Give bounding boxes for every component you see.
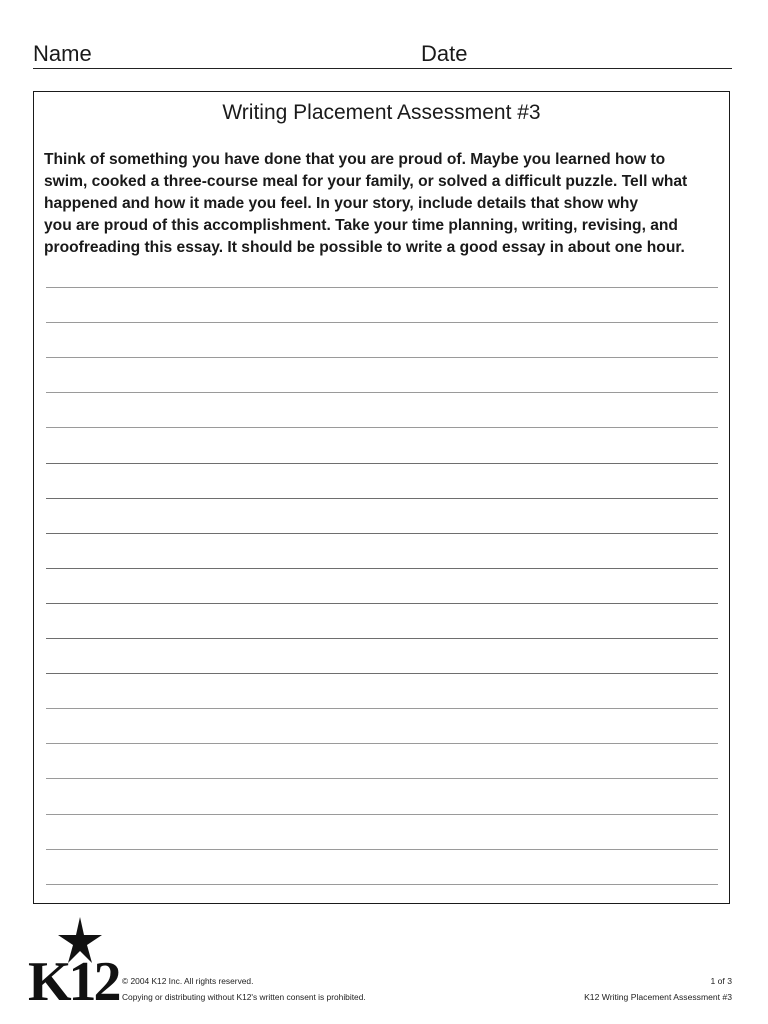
writing-line[interactable]	[46, 392, 718, 393]
prompt-line: Think of something you have done that you are proud of. Maybe you learned how to	[44, 151, 666, 168]
date-label: Date	[421, 41, 468, 66]
document-id: K12 Writing Placement Assessment #3	[584, 992, 732, 1002]
page-title: Writing Placement Assessment #3	[222, 101, 541, 124]
copyright-notice: © 2004 K12 Inc. All rights reserved.	[122, 976, 254, 986]
k12-logo	[28, 915, 120, 1015]
name-label: Name	[33, 41, 92, 66]
writing-line[interactable]	[46, 884, 718, 885]
writing-line[interactable]	[46, 463, 718, 464]
writing-line[interactable]	[46, 638, 718, 639]
prompt-line: happened and how it made you feel. In your story, include details that show why	[44, 195, 639, 212]
assessment-box	[33, 91, 730, 904]
writing-line[interactable]	[46, 533, 718, 534]
prompt-line: proofreading this essay. It should be possible to write a good essay in about one hour.	[44, 239, 685, 256]
logo-text: K12	[28, 951, 119, 1013]
writing-line[interactable]	[46, 322, 718, 323]
writing-line[interactable]	[46, 427, 718, 428]
consent-notice: Copying or distributing without K12's written consent is prohibited.	[122, 992, 366, 1002]
writing-line[interactable]	[46, 357, 718, 358]
writing-line[interactable]	[46, 708, 718, 709]
prompt-line: swim, cooked a three-course meal for your family, or solved a difficult puzzle. Tell what	[44, 173, 688, 190]
page-footer	[0, 905, 768, 1024]
writing-line[interactable]	[46, 778, 718, 779]
name-date-header	[33, 40, 732, 69]
writing-line[interactable]	[46, 498, 718, 499]
page-number: 1 of 3	[710, 976, 732, 986]
writing-line[interactable]	[46, 287, 718, 288]
writing-line[interactable]	[46, 743, 718, 744]
prompt-line: you are proud of this accomplishment. Take your time planning, writing, revising, and	[44, 217, 678, 234]
writing-line[interactable]	[46, 814, 718, 815]
writing-line[interactable]	[46, 673, 718, 674]
writing-line[interactable]	[46, 568, 718, 569]
writing-area[interactable]	[46, 92, 718, 903]
writing-line[interactable]	[46, 603, 718, 604]
writing-line[interactable]	[46, 849, 718, 850]
